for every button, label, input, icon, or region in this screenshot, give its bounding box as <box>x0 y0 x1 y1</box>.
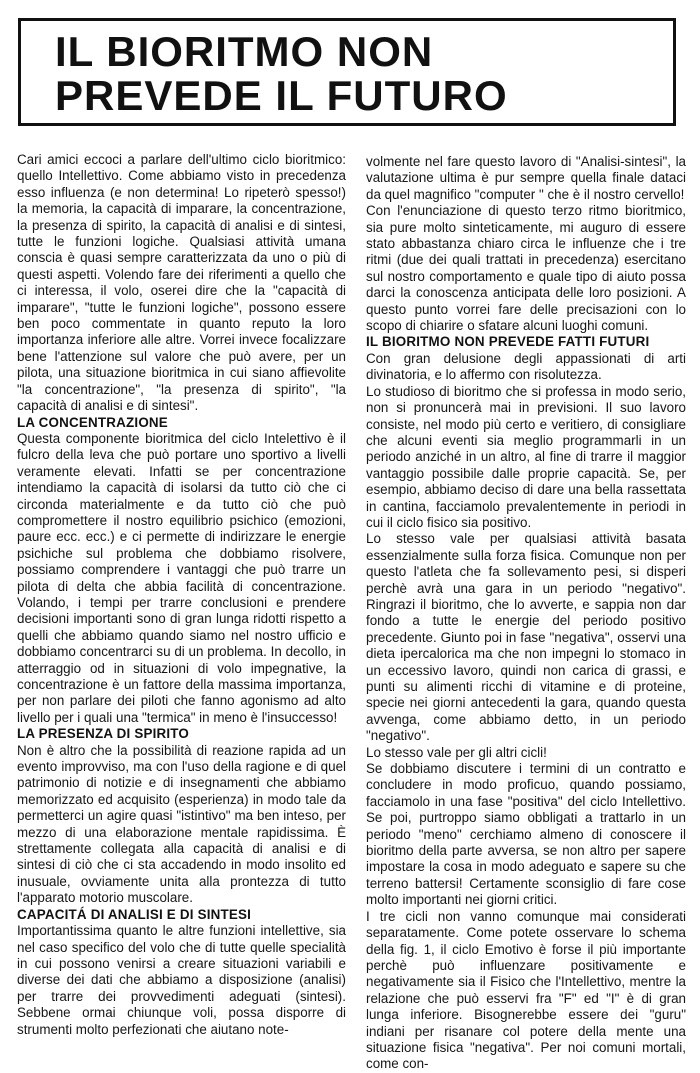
heading-presenza-di-spirito: LA PRESENZA DI SPIRITO <box>17 726 190 742</box>
heading-fatti-futuri: IL BIORITMO NON PREVEDE FATTI FUTURI <box>366 334 650 350</box>
fatti-paragraph-6: I tre cicli non vanno comunque mai considerati separatamente. Come potete osservare lo schema della fig. 1, il ciclo Emotivo è forse il più importante perchè può influenzare positivamente e negativamente sia il Fisico che l'Intellettivo, mentre la relazione che può esservi fra "F" ed "I" è di gran lunga inferiore. Bisognerebbe essere dei "guru" indiani per risanare col potere della mente una situazione fisica "negativa". Per noi comuni mortali, come con- <box>366 908 686 1072</box>
page-title-line-1: IL BIORITMO NON <box>55 28 434 75</box>
heading-analisi-sintesi: CAPACITÁ DI ANALISI E DI SINTESI <box>17 906 252 922</box>
left-column <box>17 152 346 1038</box>
fatti-paragraph-2: Lo studioso di bioritmo che si professa in modo serio, non si pronuncerà mai in previsioni. Il suo lavoro consiste, nel modo più certo e veritiero, di consigliare che alcuni eventi sia meglio programmarli in un periodo anziché in un altro, al fine di trarre il maggior vantaggio possibile dalle proprie capacità. Se, per esempio, abbiamo deciso di dare una bella rassettata in cantina, facciamolo prevalentemente in periodi in cui il ciclo fisico sia positivo. <box>366 383 686 530</box>
conclusion-intro-paragraph: Con l'enunciazione di questo terzo ritmo bioritmico, sia pure molto sinteticamente, mi auguro di essere stato abbastanza chiaro circa le influenze che i tre ritmi (due dei quali trattati in precedenza) esercitano sul nostro comportamento e quale tipo di aiuto possa darci la conoscenza anticipata delle loro posizioni. A questo punto vorrei fare delle precisazioni con lo scopo di chiarire o sfatare alcuni luoghi comuni. <box>366 203 686 334</box>
concentrazione-paragraph: Questa componente bioritmica del ciclo Intelettivo è il fulcro della leva che può portare uno sportivo a livelli veramente elevati. Infatti se per concentrazione intendiamo la capacità di isolarsi da tutto ciò che ci circonda materialmente e da tutto ciò che può compromettere il nostro equilibrio psichico (emozioni, paure ecc. ecc.) e ci permette di indirizzare le energie psichiche sul problema che dobbiamo risolvere, possiamo comprendere i vantaggi che può trarre un pilota di delta che abbia facilità di concentrazione. Volando, i tempi per trarre conclusioni e prendere decisioni importanti sono di gran lunga ridotti rispetto a quelli che abbiamo quando siamo nel nostro ufficio e dobbiamo concentrarci su di un problema. In decollo, in atterraggio od in situazioni di volo impegnative, la concentrazione è un fattore della massima importanza, per non parlare dei piloti che fanno agonismo ad alto livello per i quali una "termica" in meno è l'insuccesso! <box>17 430 346 725</box>
title-box <box>18 18 676 126</box>
heading-concentrazione: LA CONCENTRAZIONE <box>17 414 168 430</box>
fatti-paragraph-5: Se dobbiamo discutere i termini di un contratto e concludere in modo proficuo, quando possiamo, facciamolo in una fase "positiva" del ciclo Intellettivo. Se poi, purtroppo siamo obbligati a trattarlo in un periodo "meno" cerchiamo almeno di conoscere il bioritmo della parte avversa, se non altro per sapere impostare la cosa in modo adeguato e sapere su che terreno battersi! Certamente sconsiglio di fare cose molto importanti nei giorni critici. <box>366 761 686 908</box>
intro-paragraph: Cari amici eccoci a parlare dell'ultimo ciclo bioritmico: quello Intellettivo. Come abbiamo visto in precedenza esso influenza (e non determina! Lo ripeterò spesso!) la memoria, la capacità di imparare, la concentrazione, la presenza di spirito, la capacità di analisi e di sintesi, tutte le funzioni logiche. Qualsiasi attività umana conscia è quasi sempre caratterizzata da uno o più di questi aspetti. Volendo fare dei riferimenti a quello che ci interessa, il volo, oserei dire che la "capacità di imparare", "tutte le funzioni logiche", possono essere ben poco commentate in quanto reputo la loro importanza inferiore alle altre. Vorrei invece focalizzare bene l'attenzione sul valore che può avere, per un pilota, una situazione bioritmica in cui siano affievolite "la concentrazione", "la presenza di spirito", "la capacità di analisi e di sintesi". <box>17 152 346 414</box>
fatti-paragraph-3: Lo stesso vale per qualsiasi attività basata essenzialmente sulla forza fisica. Comunque non per questo l'atleta che fa sollevamento pesi, si disperi perchè avrà una gara in un periodo "negativo". Ringrazi il bioritmo, che lo avverte, e sappia non dar fondo a tutte le energie del periodo positivo precedente. Giunto poi in fase "negativa", osservi una dieta ipercalorica ma che non impegni lo stomaco in un eccessivo lavoro, quindi non carica di grassi, e punti su alimenti ricchi di vitamine e di proteine, specie nei giorni antecedenti la gara, quando questa avvenga, come abbiamo detto, in un periodo "negativo". <box>366 531 686 744</box>
continuation-paragraph: volmente nel fare questo lavoro di "Analisi-sintesi", la valutazione ultima è pur sempre quella finale dataci da quel magnifico "computer " che è il nostro cervello! <box>366 154 686 202</box>
fatti-paragraph-4: Lo stesso vale per gli altri cicli! <box>366 744 547 760</box>
page-title-line-2: PREVEDE IL FUTURO <box>55 72 508 119</box>
right-column <box>366 154 686 1073</box>
presenza-paragraph: Non è altro che la possibilità di reazione rapida ad un evento improvviso, ma con l'uso della ragione e di quel patrimonio di notizie e di insegnamenti che abbiamo memorizzato ed acquisito (esperienza) in modo tale da permetterci un agire quasi "istintivo" ma ben inteso, per mezzo di una elaborazione mentale rapidissima. È strettamente collegata alla capacità di analisi e di sintesi di ciò che ci sta accadendo in modo insolito ed inusuale, ovviamente unita alla prontezza di tutto l'apparato motorio muscolare. <box>17 742 346 906</box>
analisi-paragraph: Importantissima quanto le altre funzioni intellettive, sia nel caso specifico del volo che di tutte quelle specialità in cui possono venirsi a creare situazioni variabili e diverse dei dati che abbiamo a disposizione (analisi) per trarre dei provvedimenti adeguati (sintesi). Sebbene ormai chiunque voli, possa disporre di strumenti molto perfezionati che aiutano note- <box>17 923 346 1037</box>
fatti-paragraph-1: Con gran delusione degli appassionati di arti divinatoria, e lo affermo con risolutezza. <box>366 350 686 383</box>
